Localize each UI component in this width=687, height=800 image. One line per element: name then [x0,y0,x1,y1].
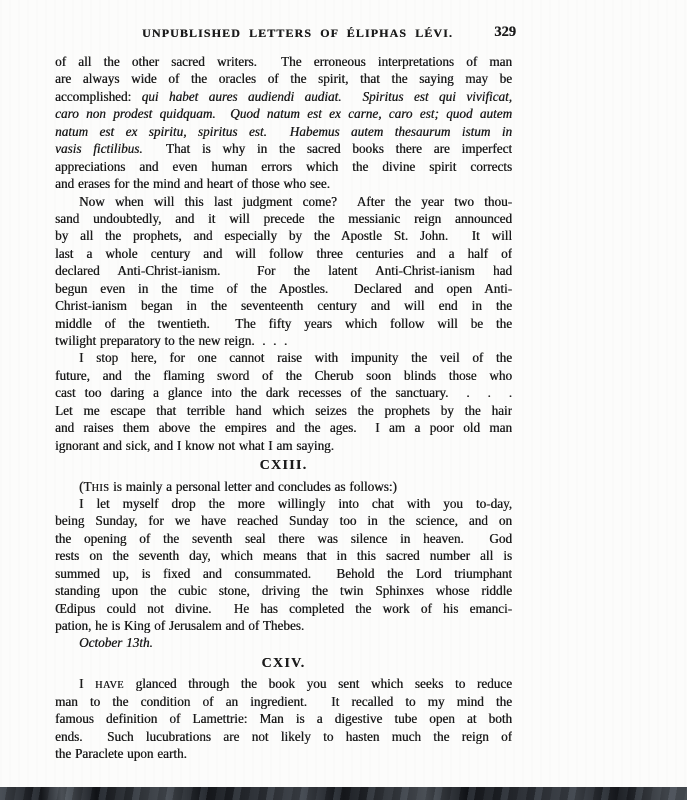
text-line [55,123,512,140]
text-line [55,227,512,244]
italic-text: October 13th. [79,635,153,651]
body-text: man to the condition of an ingredient. It recalled to my mind the [55,693,512,709]
text-column [55,53,512,763]
text-line [55,617,512,634]
body-text: I let myself drop the more willingly into chat with you to-day, [79,495,512,511]
text-line [55,105,512,122]
body-text: Now when will this last judgment come? After the year two thou- [79,193,512,209]
body-text: famous definition of Lamettrie: Man is a digestive tube open at both [55,711,512,727]
body-text: rests on the seventh day, which means that in this sacred number all is [55,548,512,564]
body-text: future, and the flaming sword of the Cherub soon blinds those who [55,367,512,383]
text-line [55,710,512,727]
body-text: (T [79,478,92,494]
small-caps-text: HIS [91,482,110,494]
body-text: is mainly a personal letter and concludes as follows:) [109,478,397,494]
text-line [55,262,512,279]
text-line [55,437,512,454]
text-line [55,88,512,105]
section-heading: CXIII. [259,458,308,474]
scan-edge-artifact [0,787,687,800]
text-line [55,280,512,297]
body-text: That is why in the sacred books there are imperfect [142,141,512,157]
body-text: pation, he is King of Jerusalem and of Thebes. [55,618,305,633]
body-text: are always wide of the oracles of the spirit, that the saying may be [55,71,512,87]
body-text: I [79,676,96,692]
text-line [55,158,512,175]
body-text: summed up, is fixed and consummated. Behold the Lord triumphant [55,565,512,581]
italic-text: natum est ex spiritu, spiritus est. Habemus autem thesaurum istum in [55,123,512,139]
body-text: being Sunday, for we have reached Sunday too in the science, and on [55,513,512,529]
text-line [55,693,512,710]
text-line [55,53,512,70]
body-text: cast too daring a glance into the dark recesses of the sanctuary. . . . [55,385,512,401]
text-line [55,495,512,512]
text-line [55,315,512,332]
page-number: 329 [494,24,516,40]
text-line [55,193,512,210]
body-text: sand undoubtedly, and it will precede the messianic reign announced [55,210,512,226]
body-text: declared Anti-Christ-ianism. For the latent Anti-Christ-ianism had [55,263,512,279]
text-line [55,547,512,564]
body-text: and raises them above the empires and the ages. I am a poor old man [55,420,512,436]
text-line [55,582,512,599]
body-text: the Paraclete upon earth. [55,746,187,762]
body-text: twilight preparatory to the new reign. . . . [55,333,288,348]
text-line [55,210,512,227]
body-text: the opening of the seventh seal there was silence in heaven. God [55,530,512,546]
body-text: accomplished: [55,88,142,104]
text-line [55,512,512,529]
text-line [55,245,512,262]
italic-text: caro non prodest quidquam. Quod natum est ex carne, caro est; quod autem [55,106,512,122]
text-line [55,297,512,314]
text-line [55,175,512,192]
text-line [55,332,512,349]
text-line [55,565,512,582]
body-text: appreciations and even human errors which the divine spirit corrects [55,158,512,174]
body-text: begun even in the time of the Apostles. Declared and open Anti- [55,280,512,296]
text-line [55,600,512,617]
text-line [55,478,512,495]
small-caps-text: HAVE [95,680,124,692]
body-text: by all the prophets, and especially by the Apostle St. John. It will [55,228,512,244]
body-text: ignorant and sick, and I know not what I am saying. [55,437,334,453]
body-text: glanced through the book you sent which seeks to reduce [123,676,512,692]
text-line [55,728,512,745]
text-line [55,367,512,384]
body-text: Christ-ianism began in the seventeenth century and will end in the [55,298,512,314]
body-text: last a whole century and will follow three centuries and a half of [55,245,512,261]
body-text: ends. Such lucubrations are not likely to hasten much the reign of [55,728,512,744]
text-line [55,745,512,762]
body-text: Œdipus could not divine. He has completed the work of his emanci- [55,600,512,616]
text-line [55,530,512,547]
text-line [55,634,512,651]
text-line [55,384,512,401]
text-line [55,349,512,366]
running-header-title: UNPUBLISHED LETTERS OF ÉLIPHAS LÉVI. [142,26,453,40]
section-heading: CXIV. [261,655,306,671]
text-line [55,675,512,692]
text-line [55,419,512,436]
body-text: of all the other sacred writers. The erroneous interpretations of man [55,54,512,69]
body-text: I stop here, for one cannot raise with impunity the veil of the [79,350,512,366]
running-header [55,24,516,44]
text-line [55,402,512,419]
body-text: middle of the twentieth. The fifty years which follow will be the [55,315,512,331]
italic-text: qui habet aures audiendi audiat. Spiritus est qui vivificat, [141,88,512,104]
body-text: standing upon the cubic stone, driving the twin Sphinxes whose riddle [55,583,512,599]
text-line [55,70,512,87]
italic-text: vasis fictilibus. [55,141,143,157]
body-text: and erases for the mind and heart of those who see. [55,176,330,192]
body-text: Let me escape that terrible hand which seizes the prophets by the hair [55,402,512,418]
text-line [55,140,512,157]
